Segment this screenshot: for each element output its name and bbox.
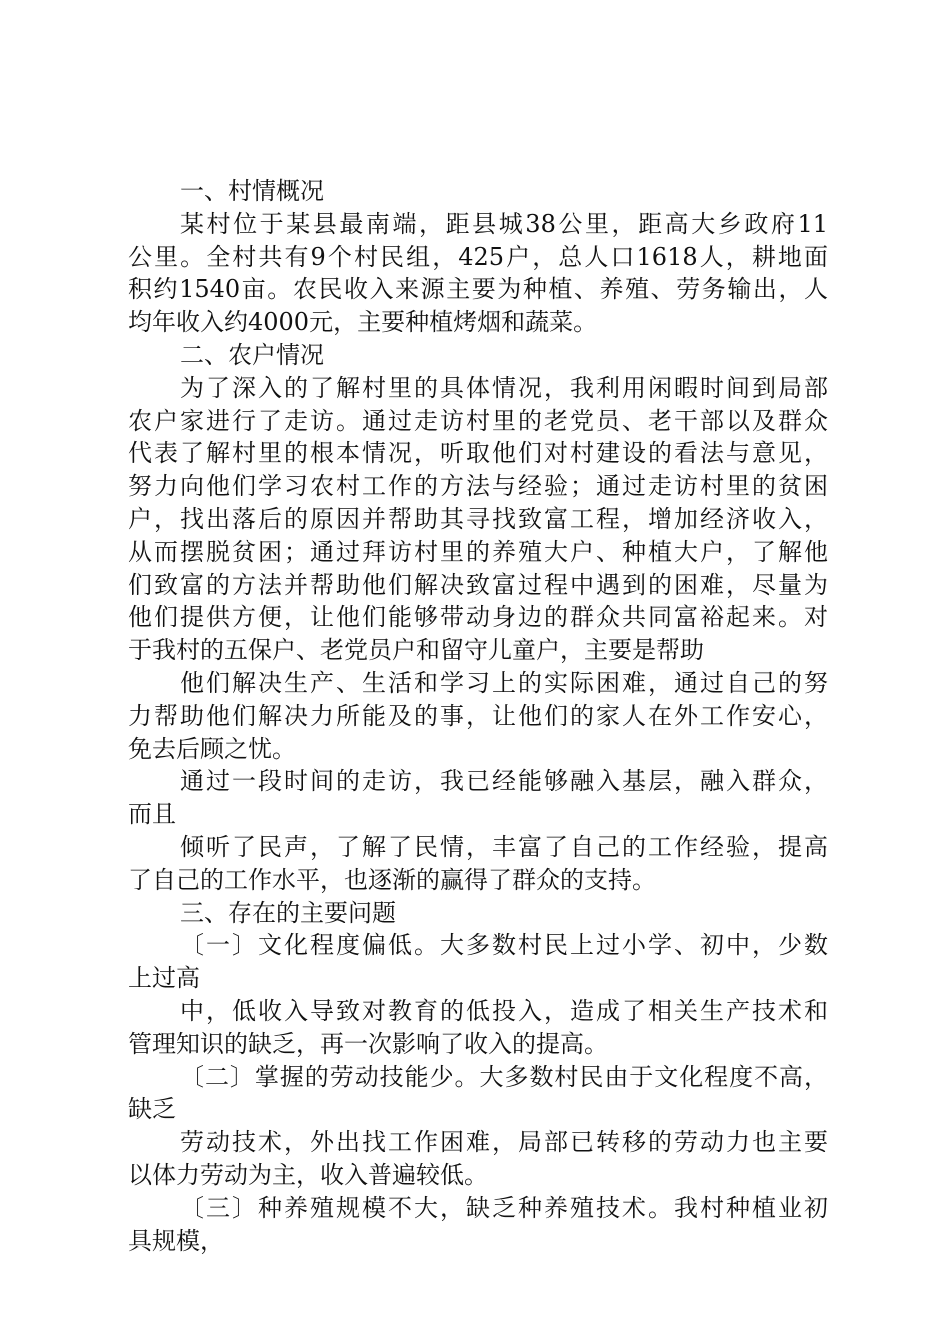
text-line: 了自己的工作水平，也逐渐的赢得了群众的支持。 [128,865,656,894]
text-line: 代表了解村里的根本情况，听取他们对村建设的看法与意见， [128,439,828,468]
text-line: 〔一〕文化程度偏低。大多数村民上过小学、初中，少数 [180,931,828,960]
text-line: 缺乏 [128,1095,176,1124]
text-line: 而且 [128,800,176,829]
text-line: 劳动技术，外出找工作困难，局部已转移的劳动力也主要 [180,1128,828,1157]
text-line: 他们提供方便，让他们能够带动身边的群众共同富裕起来。对 [128,603,828,632]
text-line: 上过高 [128,964,200,993]
text-line: 中，低收入导致对教育的低投入，造成了相关生产技术和 [180,996,828,1025]
text-line: 为了深入的了解村里的具体情况，我利用闲暇时间到局部 [180,373,828,402]
heading-village-overview: 一、村情概况 [180,177,324,205]
text-line: 通过一段时间的走访，我已经能够融入基层，融入群众， [180,767,828,796]
text-line: 〔二〕掌握的劳动技能少。大多数村民由于文化程度不高， [180,1062,828,1091]
text-line: 公里。全村共有9个村民组，425户，总人口1618人，耕地面 [128,242,828,271]
text-line: 积约1540亩。农民收入来源主要为种植、养殖、劳务输出，人 [128,275,828,304]
text-line: 努力向他们学习农村工作的方法与经验；通过走访村里的贫困 [128,472,828,501]
text-line: 于我村的五保户、老党员户和留守儿童户，主要是帮助 [128,636,704,665]
text-line: 户，找出落后的原因并帮助其寻找致富工程，增加经济收入， [128,504,828,533]
text-line: 均年收入约4000元，主要种植烤烟和蔬菜。 [128,308,598,337]
text-line: 他们解决生产、生活和学习上的实际困难，通过自己的努 [180,668,828,697]
text-line: 倾听了民声，了解了民情，丰富了自己的工作经验，提高 [180,832,828,861]
heading-main-problems: 三、存在的主要问题 [180,898,396,927]
document-body [128,175,828,1257]
text-line: 农户家进行了走访。通过走访村里的老党员、老干部以及群众 [128,406,828,435]
text-line: 免去后顾之忧。 [128,734,296,763]
text-line: 从而摆脱贫困；通过拜访村里的养殖大户、种植大户，了解他 [128,537,828,566]
text-line: 某村位于某县最南端，距县城38公里，距高大乡政府11 [180,209,828,238]
heading-household-situation: 二、农户情况 [180,340,324,369]
text-line: 们致富的方法并帮助他们解决致富过程中遇到的困难，尽量为 [128,570,828,599]
text-line: 具规模， [128,1226,224,1255]
text-line: 管理知识的缺乏，再一次影响了收入的提高。 [128,1029,608,1058]
text-line: 力帮助他们解决力所能及的事，让他们的家人在外工作安心， [128,701,828,730]
text-line: 以体力劳动为主，收入普遍较低。 [128,1160,488,1189]
text-line: 〔三〕种养殖规模不大，缺乏种养殖技术。我村种植业初 [180,1193,828,1222]
